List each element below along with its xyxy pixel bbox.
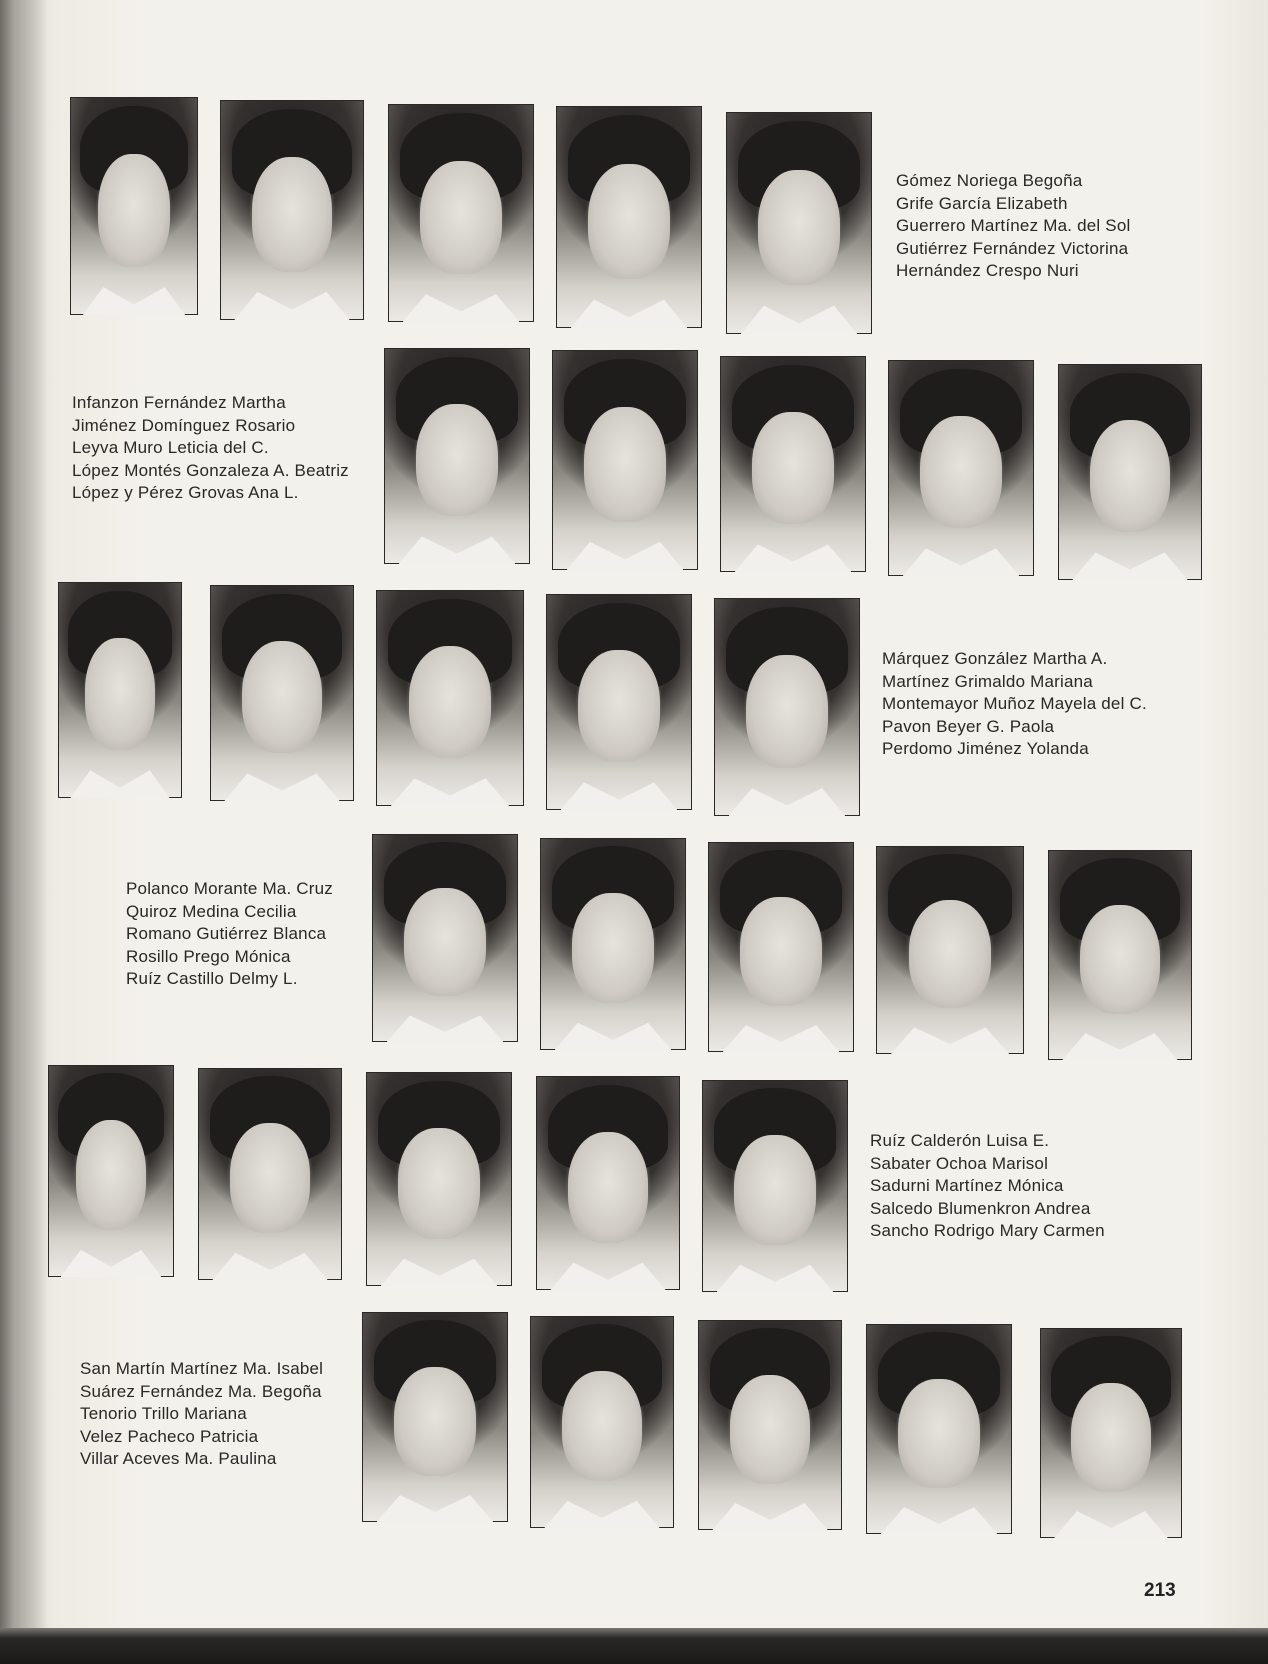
student-name: Guerrero Martínez Ma. del Sol (896, 216, 1131, 235)
student-photo (48, 1065, 174, 1277)
student-photo (866, 1324, 1012, 1534)
student-name: Grife García Elizabeth (896, 193, 1068, 213)
student-photo (888, 360, 1034, 576)
student-name: Quiroz Medina Cecilia (126, 901, 297, 921)
student-name: Hernández Crespo Nuri (896, 261, 1079, 280)
student-name: Velez Pacheco Patricia (80, 1426, 259, 1446)
student-name: Polanco Morante Ma. Cruz (126, 879, 333, 898)
student-photo (220, 100, 364, 320)
student-photo (546, 594, 692, 810)
student-photo (540, 838, 686, 1050)
student-photo (366, 1072, 512, 1286)
student-name: Leyva Muro Leticia del C. (72, 438, 269, 457)
student-photo (376, 590, 524, 806)
student-photo (552, 350, 698, 570)
student-name: Gutiérrez Fernández Victorina (896, 238, 1129, 258)
student-photo (372, 834, 518, 1042)
student-name: Infanzon Fernández Martha (72, 393, 286, 412)
student-photo (384, 348, 530, 564)
student-photo (198, 1068, 342, 1280)
student-photo (1040, 1328, 1182, 1538)
student-name: Ruíz Calderón Luisa E. (870, 1131, 1050, 1150)
student-photo (388, 104, 534, 322)
book-spine-shadow (0, 0, 48, 1664)
student-name: Montemayor Muñoz Mayela del C. (882, 694, 1147, 713)
student-photo (70, 97, 198, 315)
student-photo (726, 112, 872, 334)
name-list-row-6 (80, 1358, 323, 1471)
student-name: Gómez Noriega Begoña (896, 171, 1083, 190)
student-name: Suárez Fernández Ma. Begoña (80, 1381, 322, 1401)
student-photo (58, 582, 182, 798)
student-photo (720, 356, 866, 572)
student-photo (210, 585, 354, 801)
book-bottom-edge (0, 1628, 1268, 1664)
student-photo (698, 1320, 842, 1530)
name-list-row-5 (870, 1130, 1105, 1243)
name-list-row-1 (896, 170, 1130, 283)
student-photo (1048, 850, 1192, 1060)
name-list-row-3 (882, 648, 1147, 761)
student-name: López Montés Gonzaleza A. Beatriz (72, 460, 349, 480)
student-name: Jiménez Domínguez Rosario (72, 415, 296, 435)
student-photo (714, 598, 860, 816)
student-photo (708, 842, 854, 1052)
student-name: Romano Gutiérrez Blanca (126, 924, 327, 943)
student-photo (362, 1312, 508, 1522)
student-photo (536, 1076, 680, 1290)
name-list-row-2 (72, 392, 349, 505)
student-name: Martínez Grimaldo Mariana (882, 671, 1093, 691)
student-name: Márquez González Martha A. (882, 649, 1108, 668)
student-name: Villar Aceves Ma. Paulina (80, 1449, 277, 1468)
student-name: Tenorio Trillo Mariana (80, 1404, 247, 1423)
student-photo (702, 1080, 848, 1292)
student-photo (556, 106, 702, 328)
student-name: Sabater Ochoa Marisol (870, 1153, 1049, 1173)
student-name: Sadurni Martínez Mónica (870, 1176, 1064, 1195)
student-name: Rosillo Prego Mónica (126, 946, 291, 966)
student-photo (876, 846, 1024, 1054)
student-name: San Martín Martínez Ma. Isabel (80, 1359, 324, 1378)
student-photo (530, 1316, 674, 1528)
student-name: Pavon Beyer G. Paola (882, 716, 1055, 736)
student-name: Ruíz Castillo Delmy L. (126, 969, 298, 988)
page-number: 213 (1144, 1580, 1176, 1601)
student-name: Perdomo Jiménez Yolanda (882, 739, 1089, 758)
student-name: Sancho Rodrigo Mary Carmen (870, 1221, 1105, 1240)
name-list-row-4 (126, 878, 333, 991)
student-photo (1058, 364, 1202, 580)
student-name: Salcedo Blumenkron Andrea (870, 1198, 1091, 1218)
student-name: López y Pérez Grovas Ana L. (72, 483, 299, 502)
